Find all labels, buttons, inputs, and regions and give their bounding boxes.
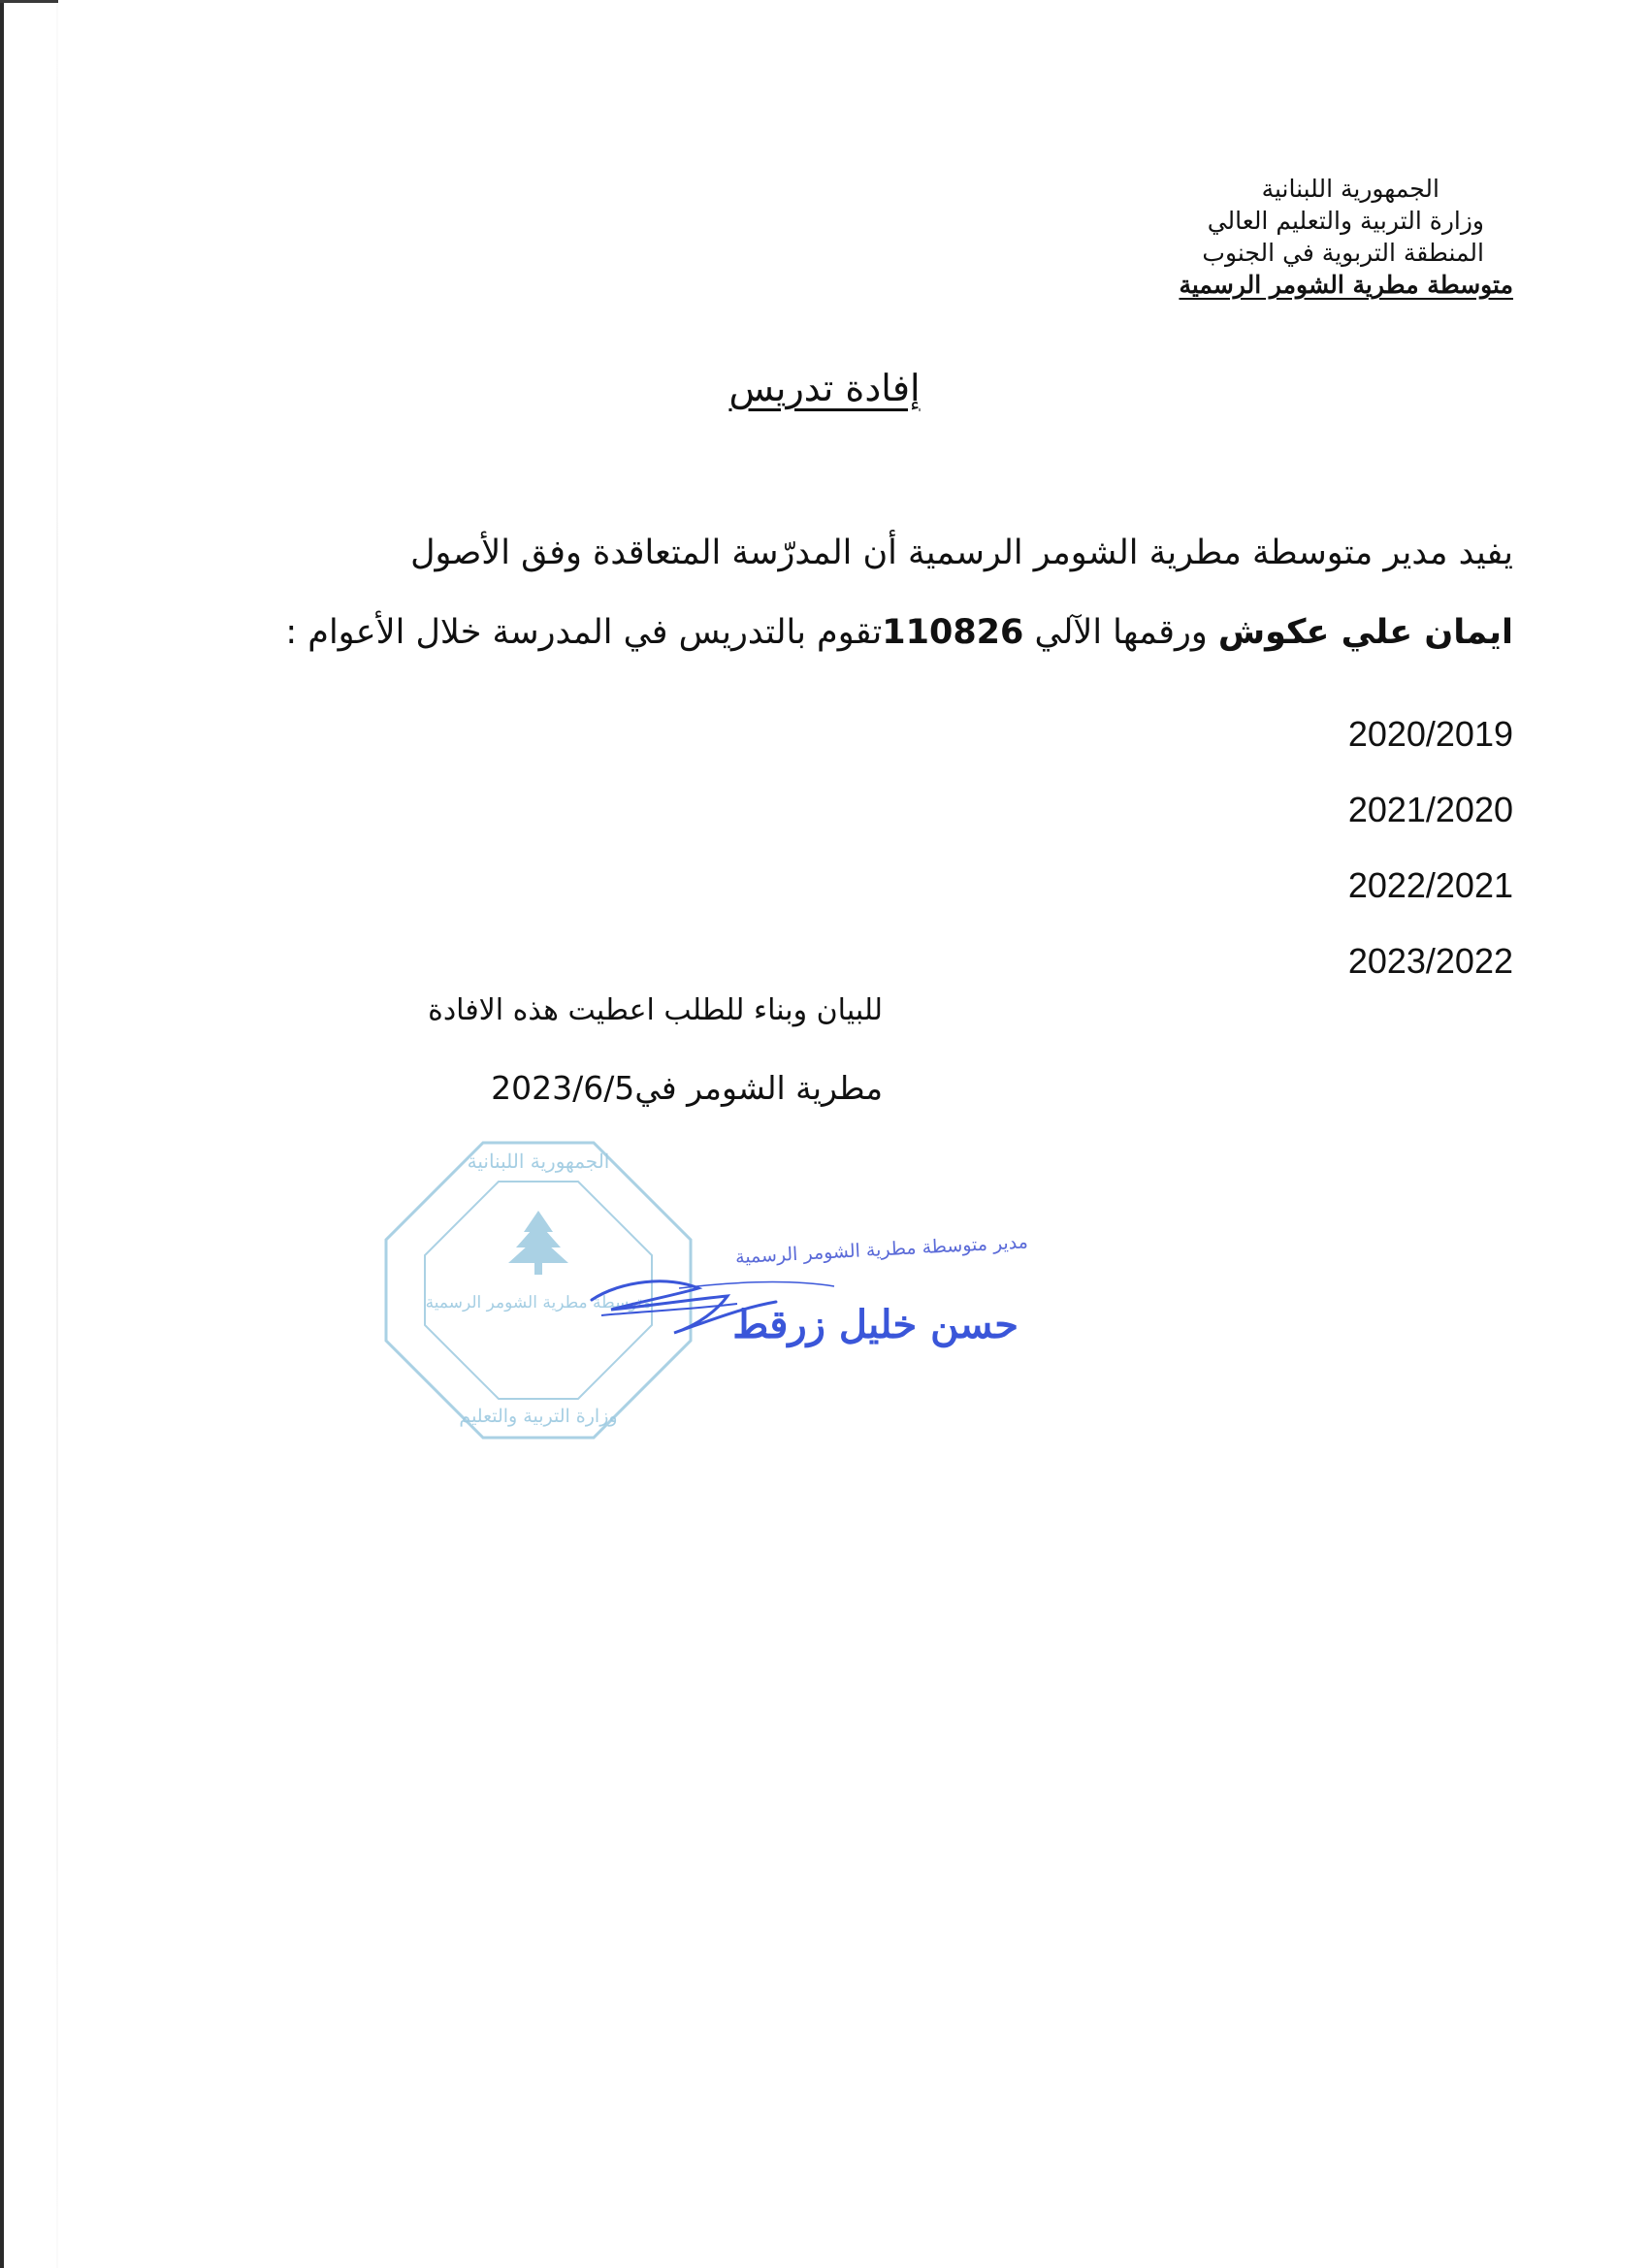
- year-item: 2022/2021: [1347, 865, 1513, 905]
- body-line-1: يفيد مدير متوسطة مطرية الشومر الرسمية أن المدرّسة المتعاقدة وفق الأصول: [410, 534, 1513, 572]
- scan-fold-shadow: [56, 0, 58, 2268]
- closing-place: مطرية الشومر في: [634, 1069, 883, 1107]
- years-list: [1348, 697, 1513, 999]
- scan-edge: [0, 0, 4, 2268]
- header-republic: الجمهورية اللبنانية: [1261, 175, 1439, 203]
- closing-date: 2023/6/5: [491, 1069, 635, 1107]
- stamp-outer-text: الجمهورية اللبنانية: [467, 1150, 610, 1173]
- scan-edge-top: [0, 0, 58, 3]
- year-item: 2020/2019: [1347, 714, 1513, 754]
- header-region: المنطقة التربوية في الجنوب: [1202, 239, 1484, 267]
- body-line-2: [155, 613, 1513, 652]
- number-label: ورقمها الآلي: [1034, 613, 1208, 652]
- body-line-2-rest: تقوم بالتدريس في المدرسة خلال الأعوام :: [285, 613, 883, 652]
- header-school: متوسطة مطرية الشومر الرسمية: [1179, 271, 1513, 299]
- teacher-name: ايمان علي عكوش: [1217, 613, 1513, 652]
- signature-scribble: [582, 1232, 1038, 1368]
- signature-title: مدير متوسطة مطرية الشومر الرسمية: [734, 1231, 1029, 1269]
- year-item: 2021/2020: [1347, 790, 1513, 829]
- header-ministry: وزارة التربية والتعليم العالي: [1207, 207, 1484, 235]
- signature-name: حسن خليل زرقط: [732, 1302, 1018, 1347]
- document-title: إفادة تدريس: [728, 367, 921, 409]
- stamp-bottom-text: وزارة التربية والتعليم: [459, 1406, 618, 1427]
- letterhead: [834, 173, 1513, 301]
- teacher-number: 110826: [882, 613, 1024, 652]
- signature-block: [582, 1232, 1038, 1368]
- closing-statement: للبيان وبناء للطلب اعطيت هذه الافادة: [428, 993, 883, 1027]
- year-item: 2023/2022: [1347, 941, 1513, 981]
- stamp-inner-text: متوسطة مطرية الشومر الرسمية: [425, 1293, 652, 1312]
- closing-place-date: [291, 1069, 883, 1107]
- cedar-icon: [508, 1211, 568, 1275]
